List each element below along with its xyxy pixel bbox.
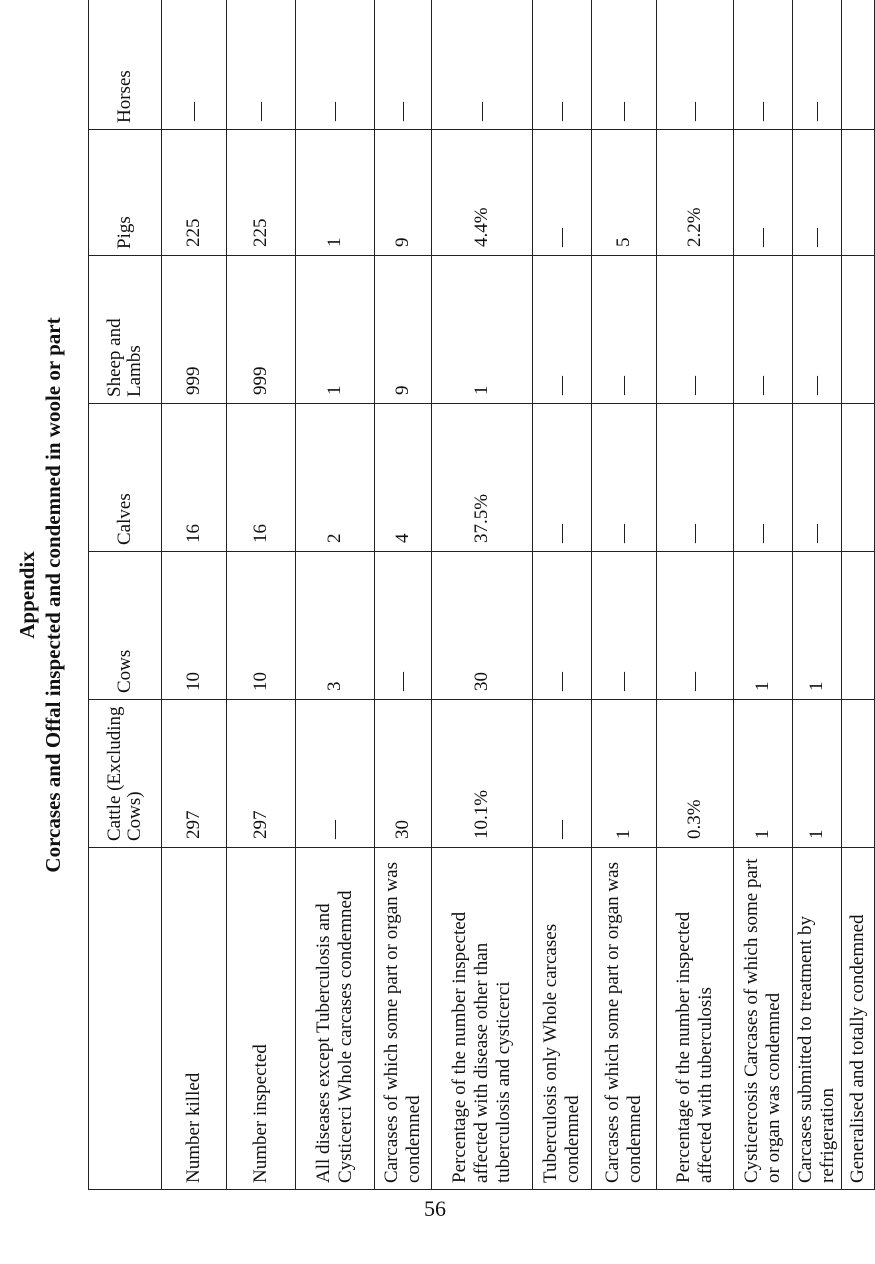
table-cell: — [533,700,592,848]
table-cell [842,700,875,848]
row-label: All diseases except Tuberculosis and Cysticerci Whole carcases condemned [296,848,375,1190]
table-row [592,0,657,1190]
page-title [14,0,66,1190]
table-cell: — [533,0,592,130]
row-label: Carcases of which some part or organ was condemned [592,848,657,1190]
table-cell: 0.3% [657,700,734,848]
row-label: Generalised and totally condemned [842,848,875,1190]
table-row [734,0,793,1190]
table-cell: 2 [296,404,375,552]
table-cell: 30 [432,552,533,700]
table-cell: — [162,0,227,130]
table-cell: — [227,0,296,130]
table-cell: 1 [734,700,793,848]
table-cell: 1 [734,552,793,700]
row-label: Tuberculosis only Whole carcases condemned [533,848,592,1190]
table-cell: 9 [375,130,432,256]
table-cell [842,0,875,130]
table-cell: 37.5% [432,404,533,552]
table-cell: 2.2% [657,130,734,256]
table-cell: — [533,130,592,256]
table-cell: — [592,404,657,552]
table-row [793,0,842,1190]
inspection-table [88,0,875,1190]
table-cell: — [734,256,793,404]
table-row [296,0,375,1190]
table-row [533,0,592,1190]
row-label: Carcases of which some part or organ was condemned [375,848,432,1190]
table-cell: 16 [162,404,227,552]
table-cell: 297 [227,700,296,848]
table-cell: — [734,130,793,256]
table-cell: 999 [227,256,296,404]
table-cell: 1 [793,700,842,848]
table-cell: — [657,256,734,404]
table-cell: 1 [592,700,657,848]
table-cell: — [533,404,592,552]
row-label: Cysticercosis Carcases of which some part or organ was condemned [734,848,793,1190]
table-cell: — [793,404,842,552]
table-row [432,0,533,1190]
column-header: Pigs [89,130,162,256]
row-label: Percentage of the number inspected affected with disease other than tuberculosis and cysticerci [432,848,533,1190]
table-cell: 16 [227,404,296,552]
table-cell: — [533,256,592,404]
header-blank [89,848,162,1190]
appendix-heading: Appendix [15,551,39,639]
row-label: Carcases submitted to treatment by refrigeration [793,848,842,1190]
table-cell: — [296,700,375,848]
table-cell: 225 [227,130,296,256]
table-cell [842,256,875,404]
table-cell: — [592,0,657,130]
header-row [89,0,162,1190]
table-cell: — [657,404,734,552]
table-row [375,0,432,1190]
table-cell: — [793,0,842,130]
table-row [657,0,734,1190]
table-cell: — [592,256,657,404]
table-cell: 9 [375,256,432,404]
table-cell [842,130,875,256]
table-cell: 1 [296,130,375,256]
table-cell: 1 [296,256,375,404]
table-cell: 4.4% [432,130,533,256]
table-cell: 1 [432,256,533,404]
table-caption: Corcases and Offal inspected and condemned in woole or part [41,317,65,873]
table-cell [842,552,875,700]
table-cell: — [793,256,842,404]
column-header: Cattle (Excluding Cows) [89,700,162,848]
table-row [842,0,875,1190]
column-header: Calves [89,404,162,552]
page-number: 56 [424,1196,446,1221]
table-cell: 1 [793,552,842,700]
row-label: Number killed [162,848,227,1190]
table-cell: — [734,0,793,130]
table-cell: — [592,552,657,700]
table-cell: 225 [162,130,227,256]
table-cell: 3 [296,552,375,700]
table-cell: 10 [227,552,296,700]
table-cell: — [657,552,734,700]
column-header: Cows [89,552,162,700]
table-cell: — [296,0,375,130]
row-label: Percentage of the number inspected affected with tuberculosis [657,848,734,1190]
table-cell: 999 [162,256,227,404]
table-cell: 4 [375,404,432,552]
table-cell: — [375,0,432,130]
table-cell: — [734,404,793,552]
column-header: Sheep and Lambs [89,256,162,404]
table-cell: — [432,0,533,130]
table-cell: 10 [162,552,227,700]
table-cell: — [375,552,432,700]
table-cell: — [657,0,734,130]
row-label: Number inspected [227,848,296,1190]
table-cell: — [533,552,592,700]
table-cell: 10.1% [432,700,533,848]
table-cell: — [793,130,842,256]
table-cell: 5 [592,130,657,256]
table-cell [842,404,875,552]
table-cell: 30 [375,700,432,848]
table-cell: 297 [162,700,227,848]
column-header: Horses [89,0,162,130]
table-row [162,0,227,1190]
table-row [227,0,296,1190]
